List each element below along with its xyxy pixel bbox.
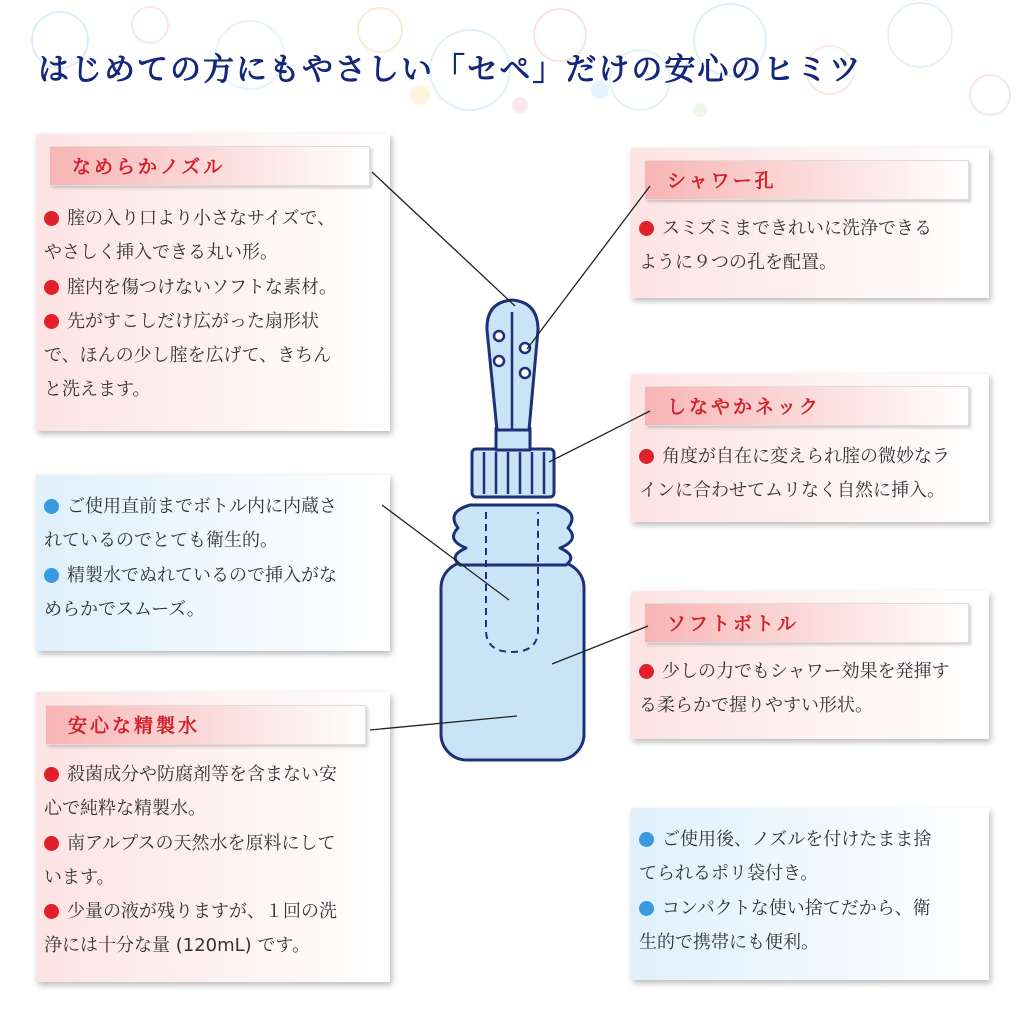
- leader-line-nozzle: [372, 172, 515, 306]
- blue-bullet-icon: [44, 499, 59, 514]
- text-line: ように９つの孔を配置。: [639, 252, 837, 274]
- card-heading: 安心な精製水: [46, 705, 366, 745]
- bottle-body: [441, 562, 584, 760]
- text-line: めらかでスムーズ。: [44, 598, 205, 620]
- nozzle-neck: [496, 428, 530, 450]
- card-body: [639, 212, 932, 281]
- leader-line-water: [370, 716, 517, 730]
- bullet-line: 精製水でぬれているので挿入がな: [44, 559, 337, 593]
- card-heading: しなやかネック: [645, 386, 969, 426]
- card-hygiene: [36, 475, 390, 651]
- text-line: てられるポリ袋付き。: [639, 863, 819, 885]
- bottle-cap: [472, 449, 554, 497]
- text-line: 浄には十分な量 (120mL) です。: [44, 935, 310, 957]
- bullet-line: 少しの力でもシャワー効果を発揮す: [639, 655, 950, 689]
- text-line: れているのでとても衛生的。: [44, 530, 278, 552]
- bullet-line: ご使用直前までボトル内に内蔵さ: [44, 490, 337, 524]
- red-bullet-icon: [44, 767, 59, 782]
- red-bullet-icon: [639, 449, 654, 464]
- leader-line-hygiene: [382, 505, 509, 600]
- page-title: はじめての方にもやさしい「セペ」だけの安心のヒミツ: [38, 52, 863, 88]
- stored-nozzle-outline: [486, 512, 538, 652]
- text-line: 生的で携帯にも便利。: [639, 931, 819, 953]
- blue-bullet-icon: [639, 832, 654, 847]
- card-shower-holes: [631, 148, 989, 298]
- blue-bullet-icon: [44, 568, 59, 583]
- bullet-line: ご使用後、ノズルを付けたまま捨: [639, 823, 931, 857]
- red-bullet-icon: [44, 836, 59, 851]
- shower-hole: [494, 331, 504, 341]
- card-body: [44, 758, 337, 964]
- text-line: で、ほんの少し腟を広げて、きちん: [44, 345, 332, 367]
- card-disposal: [631, 808, 989, 980]
- text-line: やさしく挿入できる丸い形。: [44, 242, 278, 264]
- text-line: と洗えます。: [44, 379, 151, 401]
- text-line: 心で純粋な精製水。: [44, 798, 206, 820]
- card-heading: シャワー孔: [645, 160, 969, 200]
- card-body: [44, 202, 337, 408]
- shower-hole: [520, 343, 530, 353]
- text-line: います。: [44, 866, 115, 888]
- card-heading: なめらかノズル: [50, 146, 370, 186]
- card-body: [44, 490, 337, 627]
- blue-bullet-icon: [639, 901, 654, 916]
- bullet-line: 南アルプスの天然水を原料にして: [44, 827, 337, 861]
- nozzle: [487, 300, 538, 430]
- card-body: [639, 440, 950, 509]
- card-body: [639, 823, 931, 960]
- red-bullet-icon: [639, 664, 654, 679]
- bullet-line: 少量の液が残りますが、１回の洗: [44, 895, 337, 929]
- card-purified-water: [36, 692, 390, 982]
- bullet-line: 先がすこしだけ広がった扇形状: [44, 305, 337, 339]
- bullet-line: 殺菌成分や防腐剤等を含まない安: [44, 758, 337, 792]
- card-soft-bottle: [631, 591, 989, 739]
- bullet-line: 腟内を傷つけないソフトな素材。: [44, 271, 337, 305]
- text-line: インに合わせてムリなく自然に挿入。: [639, 480, 945, 502]
- shower-hole: [494, 356, 504, 366]
- red-bullet-icon: [44, 211, 59, 226]
- card-flexible-neck: [631, 374, 989, 522]
- bullet-line: 角度が自在に変えられ腟の微妙なラ: [639, 440, 950, 474]
- card-body: [639, 655, 950, 724]
- bottle-shoulder: [454, 505, 573, 565]
- red-bullet-icon: [44, 314, 59, 329]
- bullet-line: スミズミまできれいに洗浄できる: [639, 212, 932, 246]
- red-bullet-icon: [639, 221, 654, 236]
- text-line: る柔らかで握りやすい形状。: [639, 695, 873, 717]
- shower-hole: [520, 368, 530, 378]
- card-smooth-nozzle: [36, 134, 390, 431]
- red-bullet-icon: [44, 904, 59, 919]
- bullet-line: コンパクトな使い捨てだから、衛: [639, 892, 931, 926]
- bullet-line: 腟の入り口より小さなサイズで、: [44, 202, 337, 236]
- card-heading: ソフトボトル: [645, 603, 969, 643]
- red-bullet-icon: [44, 280, 59, 295]
